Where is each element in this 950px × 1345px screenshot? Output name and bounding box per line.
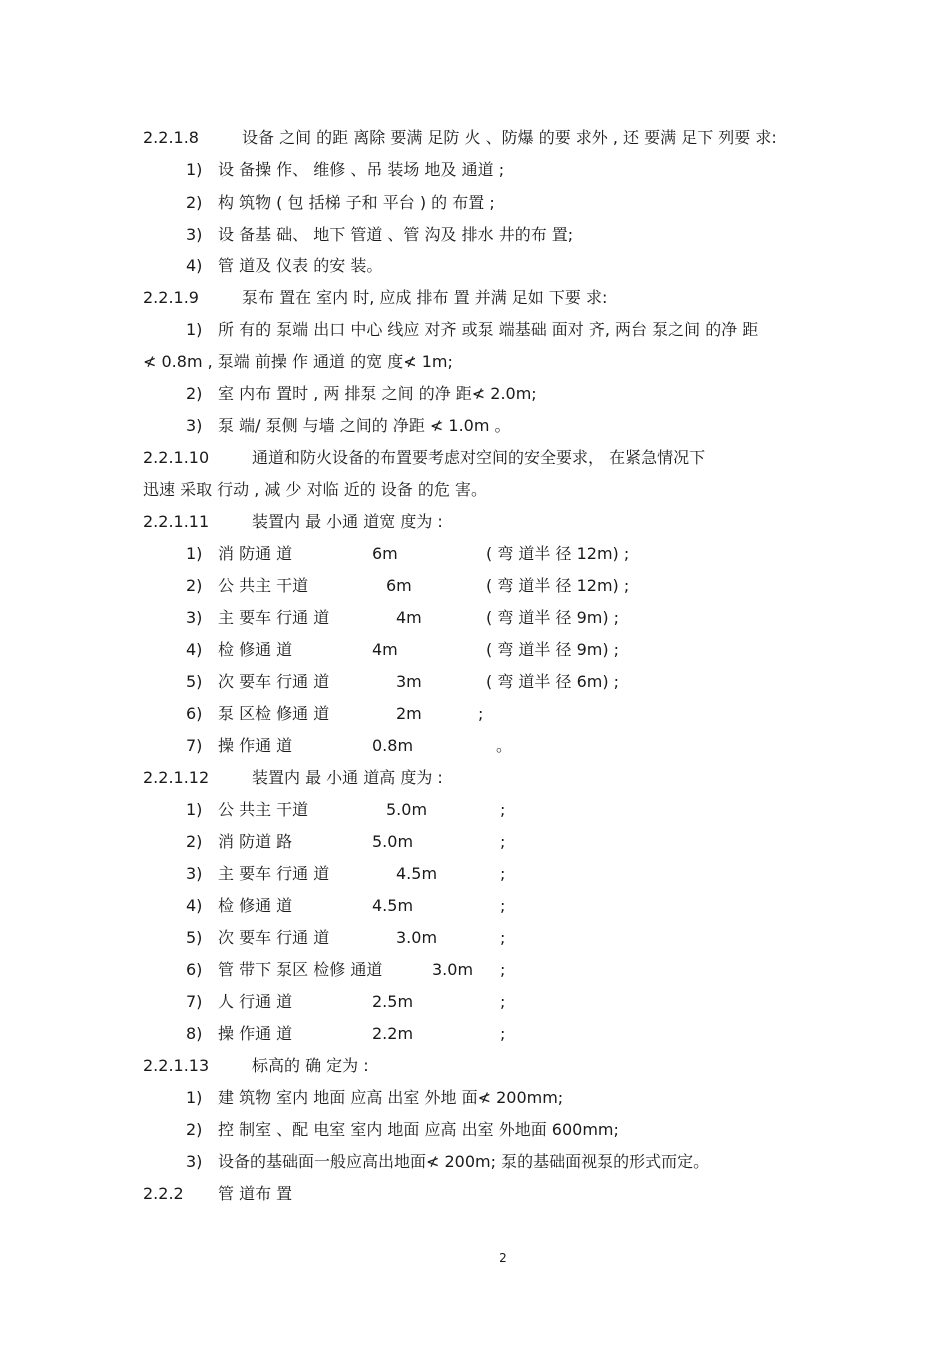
item-text: 次 要车 行通 道 xyxy=(218,672,330,691)
list-item xyxy=(0,413,950,439)
section-title: 标高的 确 定为 : xyxy=(252,1056,369,1075)
item-number: 7) xyxy=(186,736,203,755)
item-number: 3) xyxy=(186,225,203,244)
item-text: 公 共主 干道 xyxy=(218,800,309,819)
height-value: 4.5m xyxy=(372,896,414,915)
item-text: 次 要车 行通 道 xyxy=(218,928,330,947)
section-title: 通道和防火设备的布置要考虑对空间的安全要求， 在紧急情况下 xyxy=(252,448,706,467)
item-number: 4) xyxy=(186,640,203,659)
item-text: 操 作通 道 xyxy=(218,1024,293,1043)
radius-note: ( 弯 道半 径 6m) ; xyxy=(486,672,620,691)
section-text-continued: 迅速 采取 行动 , 减 少 对临 近的 设备 的危 害。 xyxy=(143,480,487,499)
section-heading xyxy=(0,285,950,311)
item-text: 泵 端/ 泵侧 与墙 之间的 净距 ≮ 1.0m 。 xyxy=(218,416,511,435)
section-number: 2.2.1.10 xyxy=(143,448,210,467)
list-item xyxy=(0,1149,950,1175)
list-item xyxy=(0,925,950,951)
list-item xyxy=(0,317,950,343)
item-text-continued: ≮ 0.8m , 泵端 前操 作 通道 的宽 度≮ 1m; xyxy=(143,352,453,371)
section-heading xyxy=(0,125,950,151)
list-item xyxy=(0,989,950,1015)
list-item-continuation xyxy=(0,349,950,375)
radius-note: 。 xyxy=(496,736,513,755)
item-terminator: ; xyxy=(500,960,506,979)
item-text: 设备的基础面一般应高出地面≮ 200m; 泵的基础面视泵的形式而定。 xyxy=(218,1152,710,1171)
list-item xyxy=(0,541,950,567)
item-number: 2) xyxy=(186,193,203,212)
item-text: 建 筑物 室内 地面 应高 出室 外地 面≮ 200mm; xyxy=(218,1088,564,1107)
height-value: 3.0m xyxy=(432,960,474,979)
height-value: 3.0m xyxy=(396,928,438,947)
section-title: 设备 之间 的距 离除 要满 足防 火 、防爆 的要 求外 , 还 要满 足下 列要 求: xyxy=(242,128,777,147)
section-title: 泵布 置在 室内 时, 应成 排布 置 并满 足如 下要 求: xyxy=(242,288,608,307)
section-heading xyxy=(0,765,950,791)
item-number: 1) xyxy=(186,320,203,339)
list-item xyxy=(0,861,950,887)
item-number: 5) xyxy=(186,928,203,947)
list-item xyxy=(0,637,950,663)
list-item xyxy=(0,605,950,631)
item-terminator: ; xyxy=(500,928,506,947)
width-value: 4m xyxy=(396,608,422,627)
list-item xyxy=(0,733,950,759)
page-number: 2 xyxy=(499,1251,507,1265)
item-text: 设 备操 作、 维修 、吊 装场 地及 通道 ; xyxy=(218,160,505,179)
section-number: 2.2.1.8 xyxy=(143,128,199,147)
height-value: 5.0m xyxy=(386,800,428,819)
item-text: 控 制室 、配 电室 室内 地面 应高 出室 外地面 600mm; xyxy=(218,1120,619,1139)
list-item xyxy=(0,1117,950,1143)
radius-note: ( 弯 道半 径 12m) ; xyxy=(486,576,630,595)
item-number: 4) xyxy=(186,256,203,275)
section-number: 2.2.2 xyxy=(143,1184,184,1203)
item-text: 检 修通 道 xyxy=(218,896,293,915)
item-number: 2) xyxy=(186,576,203,595)
item-text: 所 有的 泵端 出口 中心 线应 对齐 或泵 端基础 面对 齐, 两台 泵之间 的净 距 xyxy=(218,320,759,339)
item-text: 泵 区检 修通 道 xyxy=(218,704,330,723)
list-item xyxy=(0,573,950,599)
section-number: 2.2.1.11 xyxy=(143,512,210,531)
item-text: 消 防通 道 xyxy=(218,544,293,563)
list-item xyxy=(0,190,950,216)
width-value: 4m xyxy=(372,640,398,659)
list-item xyxy=(0,701,950,727)
item-text: 公 共主 干道 xyxy=(218,576,309,595)
section-heading xyxy=(0,509,950,535)
section-heading xyxy=(0,1053,950,1079)
item-text: 构 筑物 ( 包 括梯 子和 平台 ) 的 布置 ; xyxy=(218,193,495,212)
height-value: 4.5m xyxy=(396,864,438,883)
item-number: 5) xyxy=(186,672,203,691)
item-number: 2) xyxy=(186,832,203,851)
radius-note: ( 弯 道半 径 9m) ; xyxy=(486,640,620,659)
height-value: 5.0m xyxy=(372,832,414,851)
height-value: 2.2m xyxy=(372,1024,414,1043)
item-number: 1) xyxy=(186,800,203,819)
item-number: 1) xyxy=(186,544,203,563)
height-value: 2.5m xyxy=(372,992,414,1011)
item-terminator: ; xyxy=(500,992,506,1011)
item-text: 主 要车 行通 道 xyxy=(218,864,330,883)
item-number: 7) xyxy=(186,992,203,1011)
section-title: 装置内 最 小通 道宽 度为 : xyxy=(252,512,443,531)
item-number: 2) xyxy=(186,1120,203,1139)
section-title: 装置内 最 小通 道高 度为 : xyxy=(252,768,443,787)
item-terminator: ; xyxy=(500,864,506,883)
section-continuation xyxy=(0,477,950,503)
list-item xyxy=(0,957,950,983)
radius-note: ( 弯 道半 径 12m) ; xyxy=(486,544,630,563)
list-item xyxy=(0,1085,950,1111)
list-item xyxy=(0,829,950,855)
item-number: 1) xyxy=(186,1088,203,1107)
item-number: 3) xyxy=(186,416,203,435)
section-number: 2.2.1.12 xyxy=(143,768,210,787)
item-text: 管 带下 泵区 检修 通道 xyxy=(218,960,383,979)
list-item xyxy=(0,797,950,823)
radius-note: ( 弯 道半 径 9m) ; xyxy=(486,608,620,627)
item-number: 2) xyxy=(186,384,203,403)
item-text: 主 要车 行通 道 xyxy=(218,608,330,627)
section-heading xyxy=(0,1181,950,1207)
item-text: 检 修通 道 xyxy=(218,640,293,659)
item-number: 6) xyxy=(186,960,203,979)
item-number: 8) xyxy=(186,1024,203,1043)
list-item xyxy=(0,222,950,248)
width-value: 6m xyxy=(372,544,398,563)
list-item xyxy=(0,893,950,919)
section-heading xyxy=(0,445,950,471)
item-number: 3) xyxy=(186,864,203,883)
item-number: 3) xyxy=(186,608,203,627)
item-text: 操 作通 道 xyxy=(218,736,293,755)
item-number: 4) xyxy=(186,896,203,915)
item-number: 6) xyxy=(186,704,203,723)
item-text: 管 道及 仪表 的安 装。 xyxy=(218,256,383,275)
item-text: 设 备基 础、 地下 管道 、管 沟及 排水 井的布 置; xyxy=(218,225,574,244)
width-value: 2m xyxy=(396,704,422,723)
list-item xyxy=(0,381,950,407)
section-title: 管 道布 置 xyxy=(218,1184,293,1203)
section-number: 2.2.1.13 xyxy=(143,1056,210,1075)
list-item xyxy=(0,253,950,279)
list-item xyxy=(0,1021,950,1047)
width-value: 6m xyxy=(386,576,412,595)
item-text: 人 行通 道 xyxy=(218,992,293,1011)
item-text: 室 内布 置时 , 两 排泵 之间 的净 距≮ 2.0m; xyxy=(218,384,537,403)
item-text: 消 防道 路 xyxy=(218,832,293,851)
item-terminator: ; xyxy=(500,1024,506,1043)
radius-note: ; xyxy=(478,704,484,723)
item-number: 1) xyxy=(186,160,203,179)
list-item xyxy=(0,157,950,183)
item-terminator: ; xyxy=(500,896,506,915)
item-number: 3) xyxy=(186,1152,203,1171)
width-value: 3m xyxy=(396,672,422,691)
item-terminator: ; xyxy=(500,800,506,819)
section-number: 2.2.1.9 xyxy=(143,288,199,307)
list-item xyxy=(0,669,950,695)
item-terminator: ; xyxy=(500,832,506,851)
width-value: 0.8m xyxy=(372,736,414,755)
